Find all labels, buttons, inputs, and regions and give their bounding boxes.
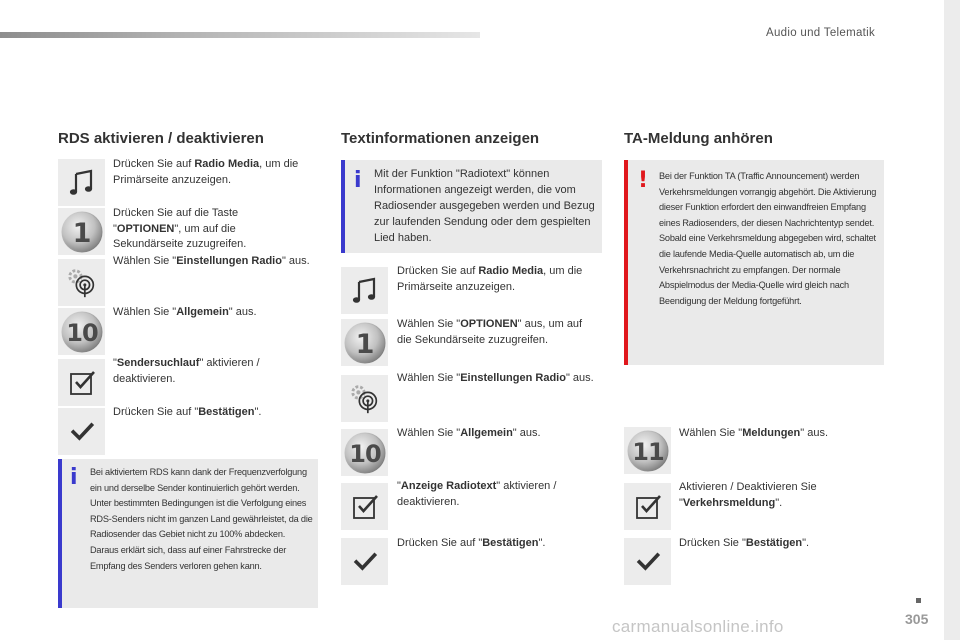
- radiotext-info-box: [341, 160, 602, 253]
- warning-icon: !: [638, 168, 649, 193]
- number-ten-icon: [341, 429, 388, 476]
- radio-settings-icon: [58, 259, 105, 306]
- radiotext-info-text: Mit der Funktion "Radiotext" können Informationen angezeigt werden, die vom Radiosender ausgegeben werden und Bezug zur laufenden Sendung oder dem gespielten Lied haben.: [374, 168, 595, 244]
- page-marker: [916, 598, 921, 603]
- number-one-icon: [58, 208, 105, 255]
- ta-step-meldungen: Wählen Sie "Meldungen" aus.: [679, 427, 829, 439]
- info-accent-bar: [341, 160, 345, 253]
- rds-step-sendersuchlauf: "Sendersuchlauf" aktivieren / deaktivieren.: [113, 357, 260, 385]
- checkbox-icon: [624, 483, 671, 530]
- rds-step-bestaetigen: Drücken Sie auf "Bestätigen".: [113, 406, 262, 418]
- info-accent-bar: [58, 459, 62, 608]
- section-title-textinformationen: Textinformationen anzeigen: [341, 130, 540, 147]
- ta-warning-box: [624, 160, 884, 365]
- rds-step-allgemein: Wählen Sie "Allgemein" aus.: [113, 306, 257, 318]
- ta-step-bestaetigen: Drücken Sie "Bestätigen".: [679, 537, 810, 549]
- confirm-check-icon: [624, 538, 671, 585]
- ta-warning-text: Bei der Funktion TA (Traffic Announcement) werden Verkehrsmeldungen vorrangig abgehört. Die Aktivierung dieser Funktion erfordert den einwandfreien Empfang eines Radiosenders, der diesen Nachrichtentyp sendet. Sobald eine Verkehrsmeldung abgegeben wird, schaltet die laufende Media-Quelle automatisch ab, um die Verkehrsnachricht zu empfangen. Der normale Abspielmodus der Media-Quelle wird gleich nach Beendigung der Meldung fortgeführt.: [659, 171, 877, 306]
- section-title-ta-meldung: TA-Meldung anhören: [624, 130, 773, 147]
- text-step-einstellungen-radio: Wählen Sie "Einstellungen Radio" aus.: [397, 372, 594, 384]
- info-icon: i: [70, 465, 78, 490]
- checkbox-icon: [58, 359, 105, 406]
- number-ten-icon: [58, 308, 105, 355]
- checkbox-icon: [341, 483, 388, 530]
- watermark: carmanualsonline.info: [612, 617, 784, 636]
- number-ten-label: 10: [348, 439, 381, 468]
- text-step-radio-media: Drücken Sie auf Radio Media, um die Primärseite anzuzeigen.: [397, 265, 583, 293]
- number-one-label: 1: [72, 217, 91, 249]
- rds-step-einstellungen-radio: Wählen Sie "Einstellungen Radio" aus.: [113, 255, 310, 267]
- text-step-bestaetigen: Drücken Sie auf "Bestätigen".: [397, 537, 546, 549]
- rds-info-box: [58, 459, 318, 608]
- page-number: 305: [905, 611, 929, 627]
- confirm-check-icon: [58, 408, 105, 455]
- info-icon: i: [354, 168, 362, 193]
- page-edge-strip: [944, 0, 960, 640]
- number-ten-label: 10: [65, 318, 98, 347]
- rds-step-optionen: Drücken Sie auf die Taste "OPTIONEN", um auf die Sekundärseite zuzugreifen.: [113, 207, 247, 250]
- header-gradient-bar: [0, 32, 480, 38]
- radio-settings-icon: [341, 375, 388, 422]
- ta-step-verkehrsmeldung: Aktivieren / Deaktivieren Sie "Verkehrsmeldung".: [679, 481, 817, 509]
- number-eleven-label: 11: [631, 437, 664, 466]
- text-step-anzeige-radiotext: "Anzeige Radiotext" aktivieren / deaktivieren.: [397, 480, 557, 508]
- text-step-optionen: Wählen Sie "OPTIONEN" aus, um auf die Sekundärseite zuzugreifen.: [397, 318, 583, 346]
- chapter-title: Audio und Telematik: [766, 27, 876, 39]
- section-title-rds: RDS aktivieren / deaktivieren: [58, 130, 264, 147]
- warning-accent-bar: [624, 160, 628, 365]
- number-one-icon: [341, 319, 388, 366]
- text-step-allgemein: Wählen Sie "Allgemein" aus.: [397, 427, 541, 439]
- rds-step-radio-media: Drücken Sie auf Radio Media, um die Primärseite anzuzeigen.: [113, 158, 299, 186]
- music-note-icon: [341, 267, 388, 314]
- music-note-icon: [58, 159, 105, 206]
- number-eleven-icon: [624, 427, 671, 474]
- confirm-check-icon: [341, 538, 388, 585]
- rds-info-text: Bei aktiviertem RDS kann dank der Frequenzverfolgung ein und derselbe Sender kontinuierlich gehört werden. Unter bestimmten Bedingungen ist die Verfolgung eines RDS-Senders nicht im ganzen Land gewährleistet, da die Radiosender das Gebiet nicht zu 100% abdecken. Daraus erklärt sich, dass auf einer Fahrstrecke der Empfang des Senders verloren gehen kann.: [90, 467, 313, 571]
- number-one-label: 1: [355, 328, 374, 360]
